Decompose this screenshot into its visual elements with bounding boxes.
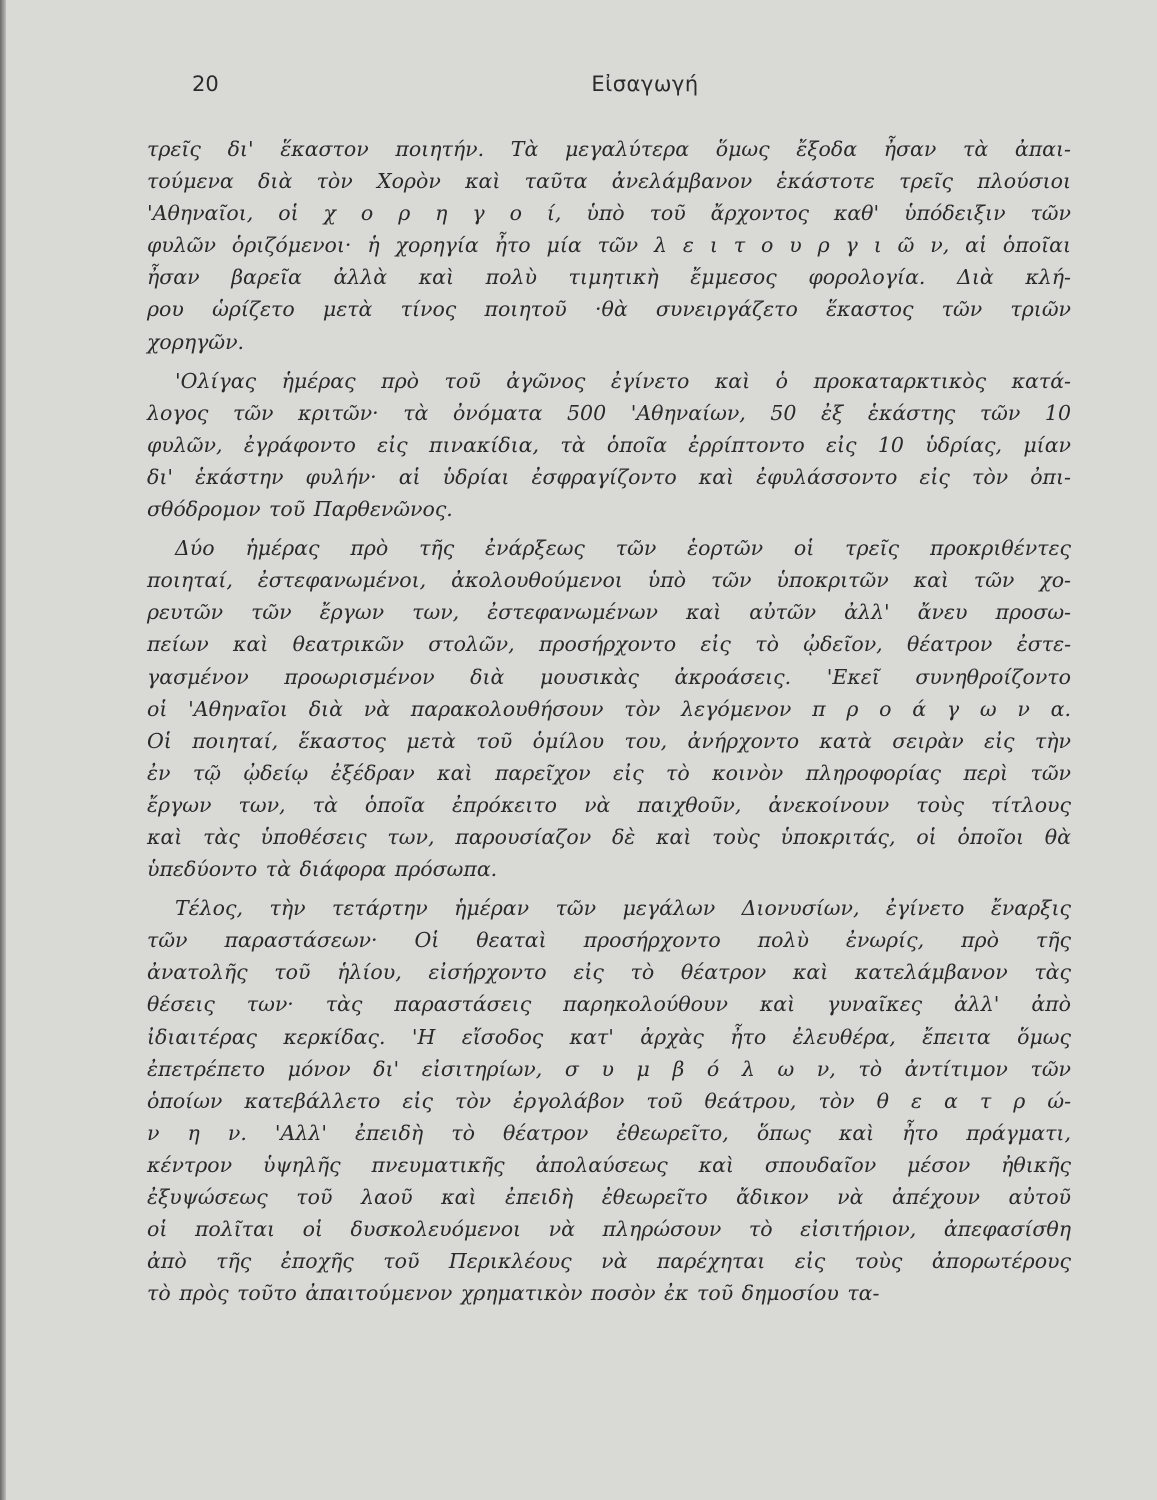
text-line: τρεῖς δι' ἕκαστον ποιητήν. Τὰ μεγαλύτερα ὅμως ἔξοδα ἦσαν τὰ ἀπαι-	[147, 137, 1071, 161]
text-line: ἀπὸ τῆς ἐποχῆς τοῦ Περικλέους νὰ παρέχηται εἰς τοὺς ἀπορωτέρους	[147, 1249, 1071, 1274]
text-line: Οἱ ποιηταί, ἕκαστος μετὰ τοῦ ὁμίλου του, ἀνήρχοντο κατὰ σειρὰν εἰς τὴν	[147, 728, 1071, 753]
text-line: ποιηταί, ἐστεφανωμένοι, ἀκολουθούμενοι ὑπὸ τῶν ὑποκριτῶν καὶ τῶν χο-	[147, 568, 1071, 593]
text-line: Τέλος, τὴν τετάρτην ἡμέραν τῶν μεγάλων Διονυσίων, ἐγίνετο ἔναρξις	[175, 896, 1071, 921]
text-line: ν η ν. 'Αλλ' ἐπειδὴ τὸ θέατρον ἐθεωρεῖτο, ὅπως καὶ ἦτο πράγματι,	[147, 1120, 1071, 1145]
text-line: γασμένον προωρισμένον διὰ μουσικὰς ἀκροάσεις. 'Εκεῖ συνηθροίζοντο	[147, 664, 1071, 689]
text-line: τῶν παραστάσεων· Οἱ θεαταὶ προσήρχοντο πολὺ ἐνωρίς, πρὸ τῆς	[147, 928, 1071, 953]
text-line: τούμενα διὰ τὸν Χορὸν καὶ ταῦτα ἀνελάμβανον ἑκάστοτε τρεῖς πλούσιοι	[147, 169, 1071, 194]
text-line: Δύο ἡμέρας πρὸ τῆς ἐνάρξεως τῶν ἑορτῶν οἱ τρεῖς προκριθέντες	[175, 536, 1071, 561]
text-line: ὑπεδύοντο τὰ διάφορα πρόσωπα.	[147, 857, 498, 882]
text-line: σθόδρομον τοῦ Παρθενῶνος.	[147, 497, 453, 522]
text-line: ρευτῶν τῶν ἔργων των, ἐστεφανωμένων καὶ αὐτῶν ἀλλ' ἄνευ προσω-	[147, 600, 1071, 625]
text-line: φυλῶν ὁριζόμενοι· ἡ χορηγία ἦτο μία τῶν λ ε ι τ ο υ ρ γ ι ῶ ν, αἱ ὁποῖαι	[147, 233, 1071, 258]
text-line: χορηγῶν.	[147, 329, 245, 354]
paragraph	[147, 892, 1071, 1309]
text-line: οἱ 'Αθηναῖοι διὰ νὰ παρακολουθήσουν τὸν λεγόμενον π ρ ο ά γ ω ν α.	[147, 696, 1071, 721]
text-line: ἰδιαιτέρας κερκίδας. 'Η εἴσοδος κατ' ἀρχὰς ἦτο ἐλευθέρα, ἔπειτα ὅμως	[147, 1024, 1071, 1049]
text-line: 'Ολίγας ἡμέρας πρὸ τοῦ ἀγῶνος ἐγίνετο καὶ ὁ προκαταρκτικὸς κατά-	[175, 368, 1071, 393]
text-line: καὶ τὰς ὑποθέσεις των, παρουσίαζον δὲ καὶ τοὺς ὑποκριτάς, οἱ ὁποῖοι θὰ	[147, 824, 1071, 849]
text-line: θέσεις των· τὰς παραστάσεις παρηκολούθουν καὶ γυναῖκες ἀλλ' ἀπὸ	[147, 992, 1071, 1017]
running-header	[0, 68, 1157, 102]
page-binding-edge	[0, 0, 6, 1500]
text-line: φυλῶν, ἐγράφοντο εἰς πινακίδια, τὰ ὁποῖα ἐρρίπτοντο εἰς 10 ὑδρίας, μίαν	[147, 432, 1071, 457]
paragraph	[147, 133, 1071, 358]
text-line: τὸ πρὸς τοῦτο ἀπαιτούμενον χρηματικὸν ποσὸν ἐκ τοῦ δημοσίου τα-	[147, 1281, 880, 1306]
text-line: 'Αθηναῖοι, οἱ χ ο ρ η γ ο ί, ὑπὸ τοῦ ἄρχοντος καθ' ὑπόδειξιν τῶν	[147, 201, 1071, 226]
text-line: ἐπετρέπετο μόνον δι' εἰσιτηρίων, σ υ μ β ό λ ω ν, τὸ ἀντίτιμον τῶν	[147, 1056, 1071, 1081]
body-text	[147, 133, 1071, 1316]
text-line: κέντρον ὑψηλῆς πνευματικῆς ἀπολαύσεως καὶ σπουδαῖον μέσον ἠθικῆς	[147, 1152, 1071, 1177]
text-line: δι' ἑκάστην φυλήν· αἱ ὑδρίαι ἐσφραγίζοντο καὶ ἐφυλάσσοντο εἰς τὸν ὀπι-	[147, 464, 1071, 489]
text-line: πείων καὶ θεατρικῶν στολῶν, προσήρχοντο εἰς τὸ ᾠδεῖον, θέατρον ἐστε-	[147, 632, 1071, 657]
text-line: ἔργων των, τὰ ὁποῖα ἐπρόκειτο νὰ παιχθοῦν, ἀνεκοίνουν τοὺς τίτλους	[147, 792, 1071, 817]
text-line: ὁποίων κατεβάλλετο εἰς τὸν ἐργολάβον τοῦ θεάτρου, τὸν θ ε α τ ρ ώ-	[147, 1088, 1071, 1113]
text-line: ἐξυψώσεως τοῦ λαοῦ καὶ ἐπειδὴ ἐθεωρεῖτο ἄδικον νὰ ἀπέχουν αὐτοῦ	[147, 1185, 1071, 1209]
text-line: ἀνατολῆς τοῦ ἡλίου, εἰσήρχοντο εἰς τὸ θέατρον καὶ κατελάμβανον τὰς	[147, 960, 1071, 985]
chapter-title: Εἰσαγωγή	[591, 72, 699, 96]
text-line: οἱ πολῖται οἱ δυσκολευόμενοι νὰ πληρώσουν τὸ εἰσιτήριον, ἀπεφασίσθη	[147, 1217, 1071, 1242]
paragraph	[147, 365, 1071, 525]
text-line: ἦσαν βαρεῖα ἀλλὰ καὶ πολὺ τιμητικὴ ἔμμεσος φορολογία. Διὰ κλή-	[147, 265, 1071, 290]
text-line: ρου ὡρίζετο μετὰ τίνος ποιητοῦ ·θὰ συνειργάζετο ἕκαστος τῶν τριῶν	[147, 297, 1071, 322]
page-number: 20	[192, 72, 219, 96]
paragraph	[147, 532, 1071, 885]
text-line: ἐν τῷ ᾠδείῳ ἐξέδραν καὶ παρεῖχον εἰς τὸ κοινὸν πληροφορίας περὶ τῶν	[147, 760, 1071, 785]
text-line: λογος τῶν κριτῶν· τὰ ὀνόματα 500 'Αθηναίων, 50 ἐξ ἑκάστης τῶν 10	[147, 400, 1071, 425]
